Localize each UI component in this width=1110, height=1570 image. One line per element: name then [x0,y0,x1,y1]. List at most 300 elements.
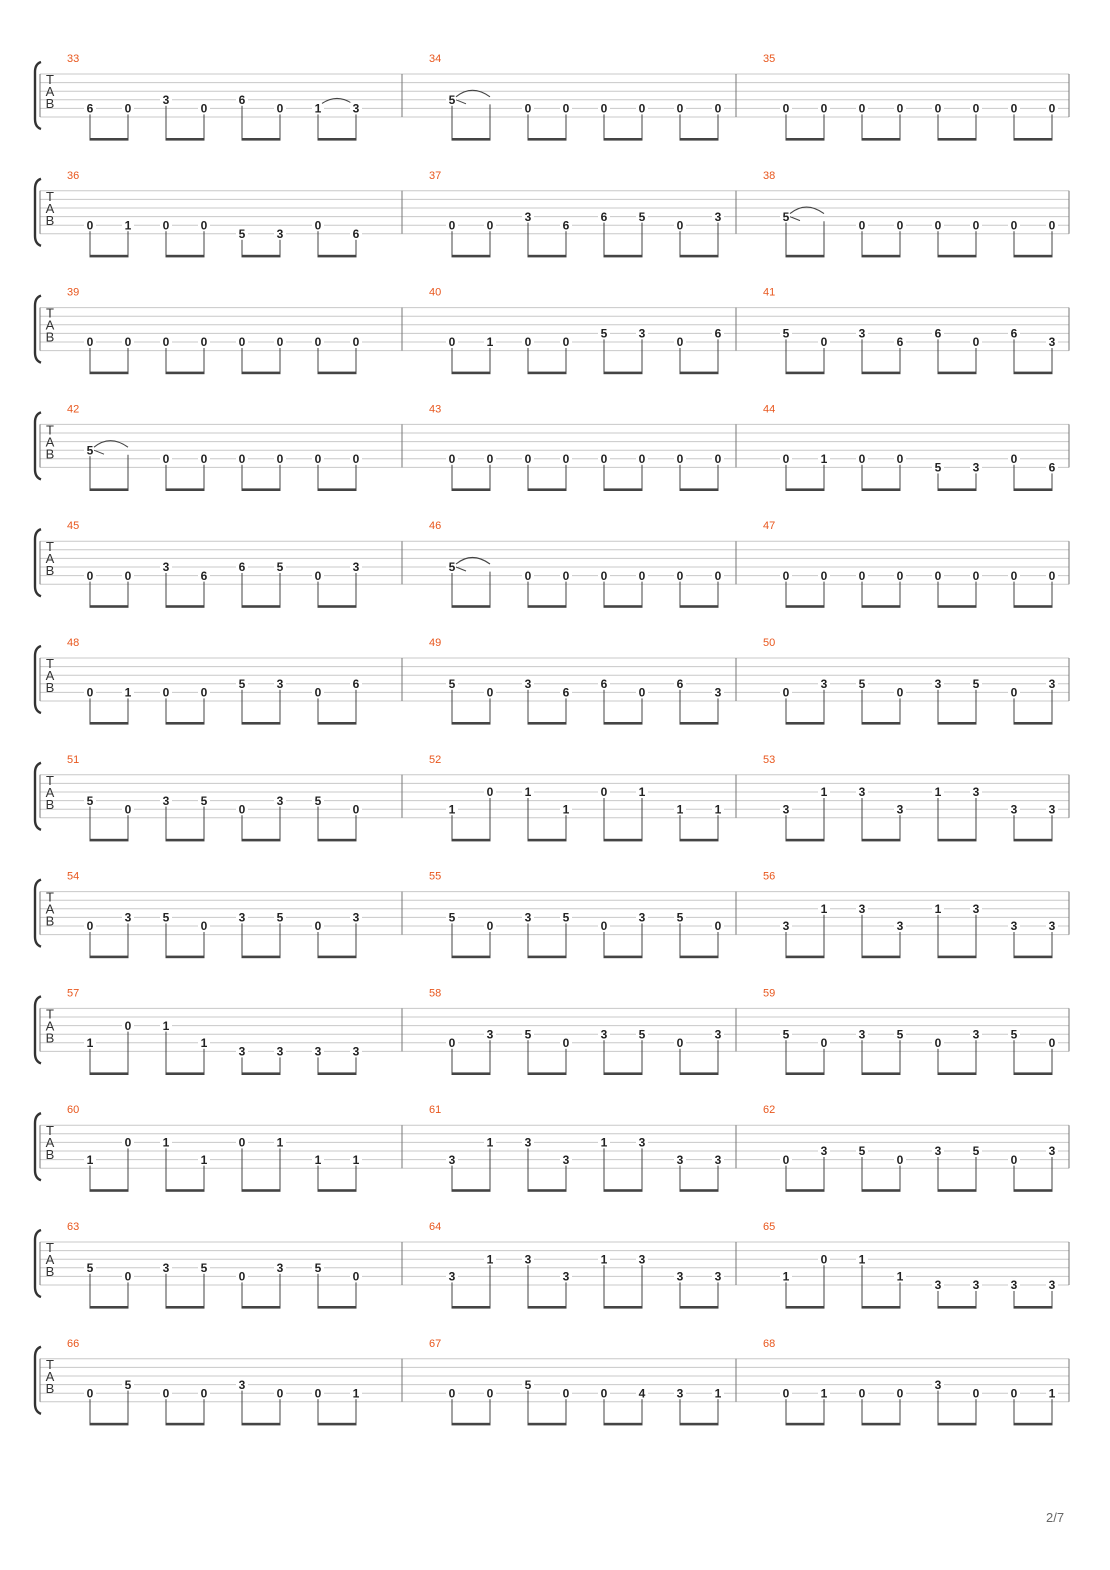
note-beam [1014,722,1053,725]
note-beam [452,605,491,608]
fret-number: 5 [238,677,246,691]
tab-clef-letter: B [45,96,55,111]
tab-clef-letter: A [45,1252,55,1267]
fret-number: 1 [162,1135,170,1150]
fret-number: 0 [314,685,322,700]
fret-number: 6 [238,560,246,575]
measure-number: 39 [67,286,80,299]
fret-number: 6 [86,101,94,116]
fret-number: 0 [352,1269,360,1284]
tab-clef-letter: A [45,434,55,450]
measure [763,170,1058,258]
fret-number: 0 [600,568,608,583]
fret-number: 3 [934,1144,942,1159]
fret-number: 0 [934,101,942,116]
fret-number: 0 [1010,101,1018,116]
fret-number: 0 [200,218,208,233]
fret-number: 1 [600,1135,608,1150]
fret-number: 3 [238,910,246,925]
tab-system [35,1221,1069,1309]
tab-clef-letter: A [45,551,55,567]
note-beam [166,372,205,375]
measure-number: 43 [429,403,442,416]
note-beam [242,722,281,725]
fret-number: 5 [972,677,980,691]
measure-number: 53 [763,753,776,766]
measure-number: 46 [429,520,442,533]
fret-number: 1 [820,902,828,916]
fret-number: 3 [820,1144,828,1159]
measure-number: 44 [763,403,776,416]
fret-number: 0 [524,452,532,466]
tab-clef-letter: B [45,563,55,579]
fret-number: 0 [314,919,322,934]
measure-number: 64 [429,1221,442,1233]
fret-number: 0 [896,685,904,700]
fret-number: 0 [200,685,208,700]
fret-number: 1 [314,101,322,116]
note-beam [938,605,977,608]
note-beam [166,956,205,959]
note-beam [862,605,901,608]
note-beam [680,956,719,959]
fret-number: 0 [86,568,94,583]
fret-number: 0 [972,335,980,350]
note-beam [452,1306,491,1309]
tab-system [35,754,1069,842]
note-beam [166,1423,205,1426]
fret-number: 0 [314,568,322,583]
tab-clef-letter: B [45,446,55,462]
note-beam [528,488,567,491]
measure-number: 41 [763,286,776,299]
tab-clef-letter: B [45,680,55,695]
note-beam [318,1189,357,1192]
fret-number: 0 [782,685,790,700]
measure [67,1104,362,1192]
fret-number: 3 [1048,802,1056,817]
fret-number: 3 [714,1027,722,1042]
tab-clef-letter: T [46,1356,54,1372]
fret-number: 0 [238,1135,246,1150]
fret-number: 3 [896,919,904,934]
fret-number: 0 [782,1386,790,1401]
measure-number: 67 [429,1337,442,1350]
fret-number: 0 [1010,568,1018,583]
fret-number: 3 [276,677,284,691]
fret-number: 6 [600,209,608,224]
fret-number: 0 [1010,452,1018,466]
fret-number: 5 [896,1027,904,1042]
fret-number: 1 [314,1152,322,1167]
note-beam [318,488,357,491]
note-beam [1014,488,1053,491]
fret-number: 0 [896,101,904,116]
fret-number: 1 [934,902,942,916]
fret-number: 3 [1048,335,1056,350]
measure-number: 65 [763,1221,776,1233]
fret-number: 5 [448,93,456,107]
fret-number: 0 [276,335,284,350]
fret-number: 0 [1010,218,1018,233]
fret-number: 3 [314,1044,322,1059]
note-beam [604,1189,643,1192]
measure [67,637,362,725]
fret-number: 5 [314,793,322,808]
fret-number: 0 [820,1252,828,1267]
fret-number: 5 [314,1261,322,1275]
tab-clef-letter: A [45,668,55,683]
note-beam [938,956,977,959]
fret-number: 5 [86,1261,94,1275]
fret-number: 1 [86,1152,94,1167]
fret-number: 0 [200,335,208,350]
tab-clef-letter: T [46,539,54,555]
fret-number: 1 [352,1386,360,1401]
note-beam [452,372,491,375]
fret-number: 0 [600,101,608,116]
fret-number: 3 [448,1269,456,1284]
tab-clef-letter: A [45,784,55,800]
fret-number: 0 [858,101,866,116]
fret-number: 1 [448,802,456,817]
fret-number: 0 [200,452,208,466]
fret-number: 0 [562,335,570,350]
fret-number: 3 [352,910,360,925]
note-beam [680,605,719,608]
note-beam [318,372,357,375]
note-beam [862,839,901,842]
fret-number: 1 [676,802,684,817]
fret-number: 0 [676,452,684,466]
fret-number: 0 [600,1386,608,1401]
note-beam [1014,372,1053,375]
note-beam [528,722,567,725]
fret-number: 1 [638,785,646,800]
note-beam [604,138,643,141]
measure-number: 57 [67,987,80,1000]
measure [429,637,724,725]
note-beam [528,1189,567,1192]
note-beam [242,255,281,258]
measure [67,1221,362,1309]
measure [429,520,724,608]
tab-clef-letter: A [45,84,55,99]
fret-number: 0 [562,452,570,466]
fret-number: 0 [820,1036,828,1050]
note-beam [90,255,129,258]
measure [429,1104,724,1192]
note-beam [1014,1189,1053,1192]
fret-number: 0 [162,1386,170,1401]
fret-number: 0 [86,685,94,700]
fret-number: 0 [714,452,722,466]
fret-number: 1 [276,1135,284,1150]
fret-number: 3 [638,1252,646,1267]
note-beam [680,255,719,258]
tab-clef-letter: T [46,72,54,87]
fret-number: 6 [352,227,360,241]
fret-number: 6 [200,568,208,583]
note-beam [528,605,567,608]
tab-clef-letter: B [45,1030,55,1046]
note-beam [1014,1423,1053,1426]
measure-number: 55 [429,870,442,883]
fret-number: 0 [562,101,570,116]
note-beam [528,1423,567,1426]
note-beam [1014,839,1053,842]
fret-number: 0 [820,335,828,350]
note-beam [862,255,901,258]
fret-number: 0 [486,1386,494,1401]
fret-number: 0 [972,101,980,116]
fret-number: 5 [638,209,646,224]
tab-system [35,170,1069,258]
fret-number: 3 [1048,1144,1056,1159]
fret-number: 1 [86,1036,94,1050]
fret-number: 0 [820,568,828,583]
measure [429,170,724,258]
note-beam [604,372,643,375]
fret-number: 1 [562,802,570,817]
tab-clef-letter: A [45,317,55,333]
note-beam [318,1306,357,1309]
fret-number: 0 [676,1036,684,1050]
note-beam [786,722,825,725]
measure [67,1338,362,1426]
note-beam [90,956,129,959]
fret-number: 3 [858,785,866,800]
measure [763,520,1058,608]
fret-number: 0 [782,568,790,583]
fret-number: 6 [352,677,360,691]
note-beam [166,255,205,258]
tab-system [35,637,1069,725]
note-beam [318,1423,357,1426]
note-beam [90,1189,129,1192]
fret-number: 0 [200,919,208,934]
fret-number: 3 [524,1135,532,1150]
tab-clef-letter: A [45,901,55,917]
measure-number: 62 [763,1104,776,1117]
note-beam [862,722,901,725]
measure [763,1104,1058,1192]
note-beam [862,488,901,491]
fret-number: 0 [934,1036,942,1050]
note-beam [528,1306,567,1309]
fret-number: 5 [276,910,284,925]
note-beam [242,1189,281,1192]
measure-number: 48 [67,637,80,649]
fret-number: 3 [276,1044,284,1059]
fret-number: 6 [714,326,722,341]
fret-number: 5 [524,1027,532,1042]
fret-number: 3 [782,802,790,817]
fret-number: 1 [352,1152,360,1167]
note-beam [938,488,977,491]
fret-number: 0 [162,452,170,466]
note-beam [786,605,825,608]
fret-number: 1 [524,785,532,800]
note-beam [90,722,129,725]
note-beam [318,138,357,141]
fret-number: 3 [972,785,980,800]
fret-number: 3 [858,902,866,916]
fret-number: 0 [162,218,170,233]
tab-system [35,1104,1069,1192]
fret-number: 1 [820,452,828,466]
fret-number: 0 [200,101,208,116]
measure-number: 66 [67,1337,80,1350]
fret-number: 1 [486,1135,494,1150]
fret-number: 0 [86,335,94,350]
note-beam [938,372,977,375]
fret-number: 0 [524,335,532,350]
measure [67,987,362,1075]
fret-number: 5 [200,1261,208,1275]
fret-number: 1 [896,1269,904,1284]
fret-number: 3 [638,910,646,925]
fret-number: 3 [162,793,170,808]
note-beam [90,1072,129,1075]
measure-number: 51 [67,753,80,766]
fret-number: 5 [782,1027,790,1042]
note-beam [90,1306,129,1309]
fret-number: 0 [972,568,980,583]
note-beam [680,138,719,141]
tab-clef-letter: T [46,305,54,321]
note-beam [528,138,567,141]
fret-number: 3 [276,1261,284,1275]
fret-number: 5 [524,1377,532,1392]
fret-number: 0 [858,1386,866,1401]
note-beam [318,956,357,959]
fret-number: 0 [314,218,322,233]
measure-number: 35 [763,53,776,65]
fret-number: 0 [314,452,322,466]
measure-number: 42 [67,403,80,416]
fret-number: 0 [314,335,322,350]
fret-number: 3 [638,1135,646,1150]
note-beam [452,1072,491,1075]
note-beam [680,722,719,725]
note-beam [680,488,719,491]
note-beam [528,956,567,959]
fret-number: 6 [896,335,904,350]
measure-number: 56 [763,870,776,883]
note-beam [166,1189,205,1192]
fret-number: 3 [1010,919,1018,934]
note-beam [318,255,357,258]
measure [67,403,362,491]
measure [429,53,724,141]
fret-number: 0 [638,101,646,116]
note-beam [90,605,129,608]
fret-number: 6 [600,677,608,691]
fret-number: 0 [276,1386,284,1401]
note-beam [242,1306,281,1309]
note-beam [166,1072,205,1075]
note-beam [862,1306,901,1309]
fret-number: 0 [1010,685,1018,700]
note-beam [862,1072,901,1075]
note-beam [166,138,205,141]
measure [763,1338,1058,1426]
fret-number: 3 [1048,1278,1056,1293]
note-beam [1014,956,1053,959]
fret-number: 0 [782,101,790,116]
note-beam [786,1189,825,1192]
tab-clef-letter: A [45,1368,55,1384]
note-beam [528,372,567,375]
note-beam [938,1423,977,1426]
note-beam [452,839,491,842]
fret-number: 5 [86,443,94,458]
note-beam [452,722,491,725]
note-beam [786,255,825,258]
measure-number: 52 [429,753,442,766]
fret-number: 0 [676,101,684,116]
fret-number: 1 [600,1252,608,1267]
fret-number: 0 [896,568,904,583]
measure-number: 60 [67,1104,80,1117]
note-beam [938,1189,977,1192]
fret-number: 5 [86,793,94,808]
note-beam [242,488,281,491]
measure-number: 68 [763,1337,776,1350]
note-beam [786,956,825,959]
fret-number: 3 [562,1152,570,1167]
measure-number: 54 [67,870,80,883]
note-beam [862,372,901,375]
measure-number: 40 [429,286,442,299]
tab-clef-letter: T [46,772,54,788]
fret-number: 0 [124,1269,132,1284]
note-beam [680,1072,719,1075]
fret-number: 1 [124,685,132,700]
note-beam [680,1306,719,1309]
fret-number: 1 [820,1386,828,1401]
tab-clef-letter: T [46,889,54,905]
tab-system [35,871,1069,959]
fret-number: 3 [352,101,360,116]
note-beam [862,1189,901,1192]
fret-number: 5 [162,910,170,925]
fret-number: 3 [896,802,904,817]
fret-number: 0 [1010,1152,1018,1167]
measure-number: 58 [429,987,442,1000]
note-beam [680,372,719,375]
note-beam [242,956,281,959]
measure [763,403,1058,491]
note-beam [604,605,643,608]
fret-number: 0 [352,335,360,350]
fret-number: 3 [162,93,170,107]
note-beam [528,839,567,842]
page-number: 2/7 [1046,1510,1065,1525]
measure-number: 49 [429,637,442,649]
fret-number: 0 [124,335,132,350]
fret-number: 0 [1010,1386,1018,1401]
measure-number: 63 [67,1221,80,1233]
fret-number: 3 [714,209,722,224]
tab-clef-letter: B [45,1147,55,1163]
note-beam [452,1189,491,1192]
fret-number: 0 [562,568,570,583]
fret-number: 5 [934,460,942,475]
fret-number: 3 [972,460,980,475]
fret-number: 0 [934,568,942,583]
